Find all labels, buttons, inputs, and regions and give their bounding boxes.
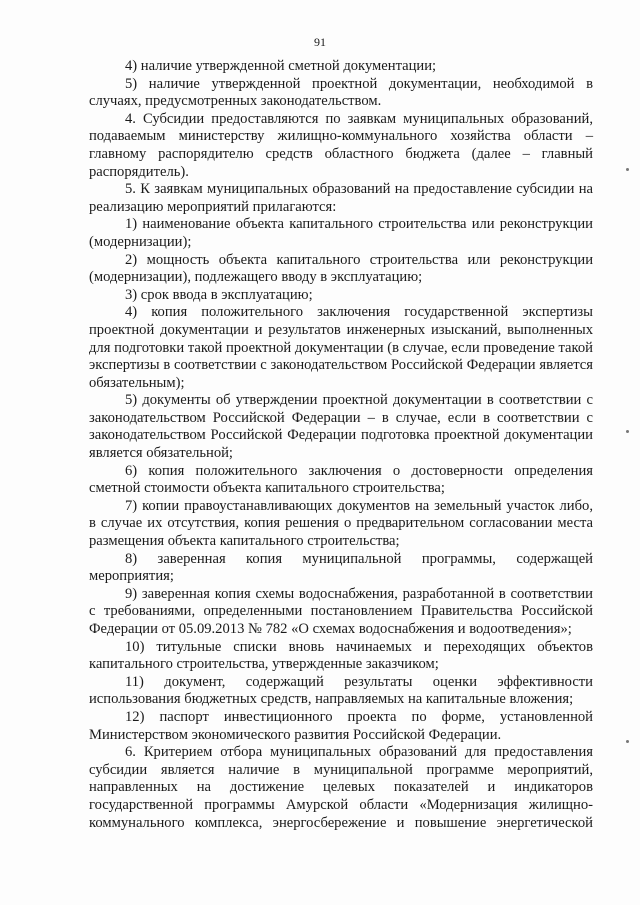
paragraph-list-item-8: 8) заверенная копия муниципальной программы, содержащей мероприятия; (89, 550, 593, 585)
paragraph-list-item-12: 12) паспорт инвестиционного проекта по форме, установленной Министерством экономического развития Российской Федерации. (89, 708, 593, 743)
scan-speck (626, 430, 629, 433)
scan-speck (626, 168, 629, 171)
scan-speck (626, 740, 629, 743)
paragraph-item-5: 5) наличие утвержденной проектной документации, необходимой в случаях, предусмотренных законодательством. (89, 75, 593, 110)
paragraph-list-item-7: 7) копии правоустанавливающих документов на земельный участок либо, в случае их отсутствия, копия решения о предварительном согласовании места размещения объекта капитального строительства; (89, 497, 593, 550)
paragraph-list-item-2: 2) мощность объекта капитального строительства или реконструкции (модернизации), подлежащего вводу в эксплуатацию; (89, 251, 593, 286)
document-body (89, 58, 593, 832)
paragraph-item-4: 4) наличие утвержденной сметной документации; (125, 58, 437, 74)
paragraph-list-item-10: 10) титульные списки вновь начинаемых и переходящих объектов капитального строительства, утвержденные заказчиком; (89, 638, 593, 673)
paragraph-list-item-11: 11) документ, содержащий результаты оценки эффективности использования бюджетных средств, направляемых на капитальные вложения; (89, 673, 593, 708)
paragraph-clause-6: 6. Критерием отбора муниципальных образований для предоставления субсидии является наличие в муниципальной программе мероприятий, направленных на достижение целевых показателей и индикаторов государственной программы Амурской области «Модернизация жилищно-коммунального комплекса, энергосбережение и повышение энергетической (89, 744, 593, 831)
paragraph-list-item-9: 9) заверенная копия схемы водоснабжения, разработанной в соответствии с требованиями, определенными постановлением Правительства Российской Федерации от 05.09.2013 № 782 «О схемах водоснабжения и водоотведения»; (89, 585, 593, 637)
paragraph-list-item-6: 6) копия положительного заключения о достоверности определения сметной стоимости объекта капитального строительства; (89, 462, 593, 497)
paragraph-list-item-5: 5) документы об утверждении проектной документации в соответствии с законодательством Российской Федерации – в случае, если в соответствии с законодательством Российской Федерации подготовка проектной документации является обязательной; (89, 392, 593, 462)
page-number: 91 (314, 35, 326, 49)
paragraph-clause-4: 4. Субсидии предоставляются по заявкам муниципальных образований, подаваемым министерству жилищно-коммунального хозяйства области – главному распорядителю средств областного бюджета (далее – главный распорядитель). (89, 110, 593, 180)
paragraph-list-item-1: 1) наименование объекта капитального строительства или реконструкции (модернизации); (89, 216, 593, 250)
paragraph-list-item-3: 3) срок ввода в эксплуатацию; (125, 286, 313, 303)
paragraph-clause-5: 5. К заявкам муниципальных образований на предоставление субсидии на реализацию мероприятий прилагаются: (89, 181, 593, 215)
paragraph-list-item-4: 4) копия положительного заключения государственной экспертизы проектной документации и результатов инженерных изысканий, выполненных для подготовки такой проектной документации (в случае, если проведение такой экспертизы в соответствии с законодательством Российской Федерации является обязательным); (89, 304, 593, 391)
